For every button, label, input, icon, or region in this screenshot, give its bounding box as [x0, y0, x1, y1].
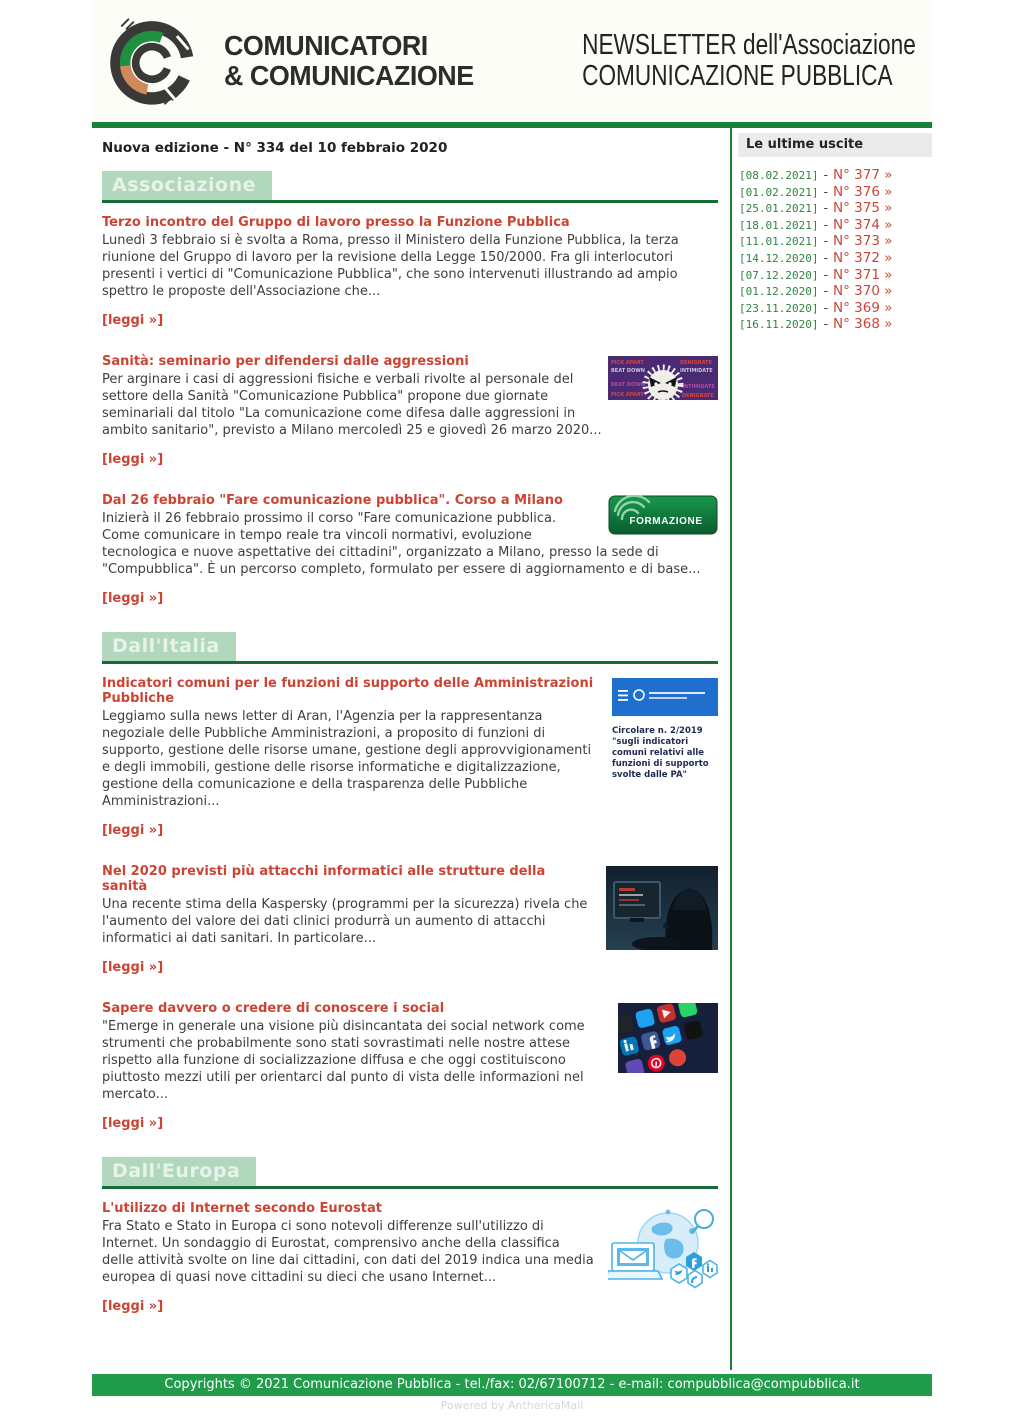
- newsletter-page: [92, 0, 932, 1416]
- article-attacchi-informatici: [102, 864, 718, 975]
- leggi-link[interactable]: [leggi »]: [102, 823, 164, 838]
- issue-date: [14.12.2020]: [739, 251, 819, 265]
- issue-link[interactable]: N° 374 »: [833, 216, 893, 233]
- separator: -: [823, 168, 828, 182]
- separator: -: [823, 234, 828, 249]
- separator: -: [823, 250, 828, 265]
- collage-word: DENIGRATE: [680, 360, 712, 366]
- issue-link[interactable]: N° 369 »: [833, 299, 893, 316]
- separator: -: [823, 217, 828, 232]
- issue-link[interactable]: N° 377 »: [833, 167, 893, 183]
- issue-item-376[interactable]: [739, 184, 932, 201]
- collage-word: BEAT DOWN: [611, 368, 645, 374]
- article-body: "Emerge in generale una visione più disincantata dei social network come strumenti che probabilmente sono stati sovrastimati nelle nostre attese rispetto alla funzione di socializzazione diffusa e che oggi costituiscono piuttosto mezzi utili per orientarci dal punto di vista delle informazioni nel mercato...: [102, 1019, 585, 1102]
- issue-date: [07.12.2020]: [739, 268, 819, 282]
- article-sanita-seminario: [102, 354, 718, 467]
- article-title: Sapere davvero o credere di conoscere i social: [102, 1001, 445, 1016]
- leggi-link[interactable]: [leggi »]: [102, 960, 164, 975]
- issue-date: [01.02.2021]: [739, 185, 819, 199]
- issue-item-374[interactable]: [739, 217, 932, 234]
- separator: -: [823, 201, 828, 216]
- section-label: Dall'Italia: [102, 632, 236, 661]
- leggi-link[interactable]: [leggi »]: [102, 1299, 164, 1314]
- internet-globe-illustration-thumbnail: [608, 1203, 718, 1291]
- collage-word: DENIGRATE: [682, 393, 714, 399]
- article-title: Nel 2020 previsti più attacchi informatici alle strutture della sanità: [102, 864, 546, 894]
- header: [92, 0, 932, 122]
- separator: -: [823, 284, 828, 299]
- issue-link[interactable]: N° 372 »: [833, 249, 893, 266]
- brand-line1: COMUNICATORI: [224, 30, 428, 61]
- issue-link[interactable]: N° 375 »: [833, 200, 893, 217]
- main-column: [92, 128, 732, 1370]
- article-title: Terzo incontro del Gruppo di lavoro presso la Funzione Pubblica: [102, 215, 570, 230]
- issue-link[interactable]: N° 370 »: [833, 283, 893, 300]
- issue-item-375[interactable]: [739, 200, 932, 217]
- separator: -: [823, 267, 828, 282]
- section-header-dalleuropa: [102, 1157, 718, 1189]
- circolare-caption: Circolare n. 2/2019 "sugli indicatori comuni relativi alle funzioni di supporto svolte dalle PA": [612, 726, 709, 780]
- section-label: Dall'Europa: [102, 1157, 256, 1186]
- collage-word: PICK APART: [611, 360, 644, 366]
- collage-word: BEAT DOWN: [611, 382, 645, 388]
- issue-date: [16.11.2020]: [739, 318, 819, 332]
- article-body: Leggiamo sulla news letter di Aran, l'Agenzia per la rappresentanza negoziale delle Pubbliche Amministrazioni, a proposito di funzioni di supporto, gestione delle risorse umane, gestione degli approvvigionamenti e degli immobili, gestione delle risorse informatiche e digitalizzazione, gestione della comunicazione e della trasparenza delle Pubbliche Amministrazioni...: [102, 709, 592, 809]
- article-title: L'utilizzo di Internet secondo Eurostat: [102, 1201, 382, 1216]
- leggi-link[interactable]: [leggi »]: [102, 1116, 164, 1131]
- sidebar: [732, 128, 932, 1370]
- brand-line2: & COMUNICAZIONE: [224, 60, 474, 91]
- article-corso-milano: [102, 493, 718, 606]
- article-conoscere-social: [102, 1001, 718, 1131]
- article-funzione-pubblica: [102, 215, 718, 328]
- comunicatori-logo-icon: [104, 13, 200, 109]
- separator: -: [823, 317, 828, 332]
- leggi-link[interactable]: [leggi »]: [102, 452, 164, 467]
- leggi-link[interactable]: [leggi »]: [102, 591, 164, 606]
- issue-date: [11.01.2021]: [739, 235, 819, 249]
- section-header-dallitalia: [102, 632, 718, 664]
- issue-item-377[interactable]: [739, 167, 932, 184]
- formazione-label: FORMAZIONE: [629, 516, 703, 527]
- article-body: Per arginare i casi di aggressioni fisiche e verbali rivolte al personale del settore della Sanità "Comunicazione Pubblica" propone due giornate seminariali dal titolo "La comunicazione come difesa dalle aggressioni in ambito sanitario", previsto a Milano mercoledì 25 e giovedì 26 marzo 2020...: [102, 372, 602, 438]
- issue-date: [18.01.2021]: [739, 218, 819, 232]
- article-title: Dal 26 febbraio "Fare comunicazione pubblica". Corso a Milano: [102, 493, 563, 508]
- section-label: Associazione: [102, 171, 272, 200]
- issue-link[interactable]: N° 368 »: [833, 316, 893, 333]
- issue-date: [25.01.2021]: [739, 202, 819, 216]
- article-body: Fra Stato e Stato in Europa ci sono notevoli differenze sull'utilizzo di Internet. Un sondaggio di Eurostat, comprensivo anche della classifica delle attività svolte on line dai cittadini, con dati del 2019 indica una media europea di quasi nove cittadini su dieci che usano Internet...: [102, 1219, 594, 1285]
- article-title: Indicatori comuni per le funzioni di supporto delle Amministrazioni Pubbliche: [102, 676, 594, 706]
- article-indicatori-comuni: [102, 676, 718, 838]
- issue-item-371[interactable]: [739, 267, 932, 284]
- issue-item-372[interactable]: [739, 250, 932, 267]
- content: [92, 128, 932, 1370]
- article-body: Lunedì 3 febbraio si è svolta a Roma, presso il Ministero della Funzione Pubblica, la terza riunione del Gruppo di lavoro per la revisione della Legge 150/2000. Fra gli interlocutori presenti i vertici di "Comunicazione Pubblica", che sono intervenuti illustrando ad ampio spettro le proposte dell'Associazione che...: [102, 233, 679, 299]
- aggression-collage-thumbnail: [608, 356, 718, 400]
- hacker-photo-thumbnail: [606, 866, 718, 950]
- issue-item-369[interactable]: [739, 300, 932, 317]
- separator: -: [823, 184, 828, 199]
- leggi-link[interactable]: [leggi »]: [102, 313, 164, 328]
- article-body: Inizierà il 26 febbraio prossimo il corso "Fare comunicazione pubblica. Come comunicare in tempo reale tra vincoli normativi, evoluzione tecnologica e nuove aspettative dei cittadini", organizzato a Milano, presso la sede di "Compubblica". È un percorso completo, formulato per essere di aggiornamento e di base...: [102, 511, 701, 577]
- issue-date: [01.12.2020]: [739, 285, 819, 299]
- newsletter-line2: COMUNICAZIONE PUBBLICA: [582, 60, 893, 92]
- collage-word: PICK APART: [611, 392, 644, 398]
- issue-date: [08.02.2021]: [739, 169, 819, 182]
- issue-date: [23.11.2020]: [739, 301, 819, 315]
- powered-by-note: Powered by AnthericaMail: [440, 1399, 584, 1412]
- collage-word: INTIMIDATE: [682, 384, 715, 390]
- article-body: Una recente stima della Kaspersky (programmi per la sicurezza) rivela che l'aumento del valore dei dati clinici produrrà un aumento di attacchi informatici ai dati sanitari. In particolare...: [102, 897, 588, 946]
- issue-item-368[interactable]: [739, 316, 932, 333]
- collage-word: INTIMIDATE: [680, 368, 713, 374]
- brand-title: [224, 31, 474, 91]
- separator: -: [823, 300, 828, 315]
- issue-link[interactable]: N° 373 »: [833, 233, 893, 250]
- formazione-logo-thumbnail: [608, 495, 718, 535]
- issue-item-370[interactable]: [739, 283, 932, 300]
- issue-item-373[interactable]: [739, 233, 932, 250]
- issue-link[interactable]: N° 371 »: [833, 266, 893, 283]
- newsletter-title: [582, 30, 916, 92]
- article-title: Sanità: seminario per difendersi dalle aggressioni: [102, 354, 469, 369]
- issue-link[interactable]: N° 376 »: [833, 183, 893, 200]
- article-internet-eurostat: [102, 1201, 718, 1314]
- latest-issues-list: [739, 167, 932, 333]
- social-apps-photo-thumbnail: [618, 1003, 718, 1073]
- sidebar-title: Le ultime uscite: [738, 133, 932, 157]
- section-header-associazione: [102, 171, 718, 203]
- newsletter-line1: NEWSLETTER dell'Associazione: [582, 29, 916, 61]
- edition-title: Nuova edizione - N° 334 del 10 febbraio 2020: [102, 140, 448, 156]
- circolare-document-thumbnail: [612, 678, 718, 781]
- footer-copyright-bar: Copyrights © 2021 Comunicazione Pubblica - tel./fax: 02/67100712 - e-mail: compubblica@compubblica.it: [92, 1374, 932, 1396]
